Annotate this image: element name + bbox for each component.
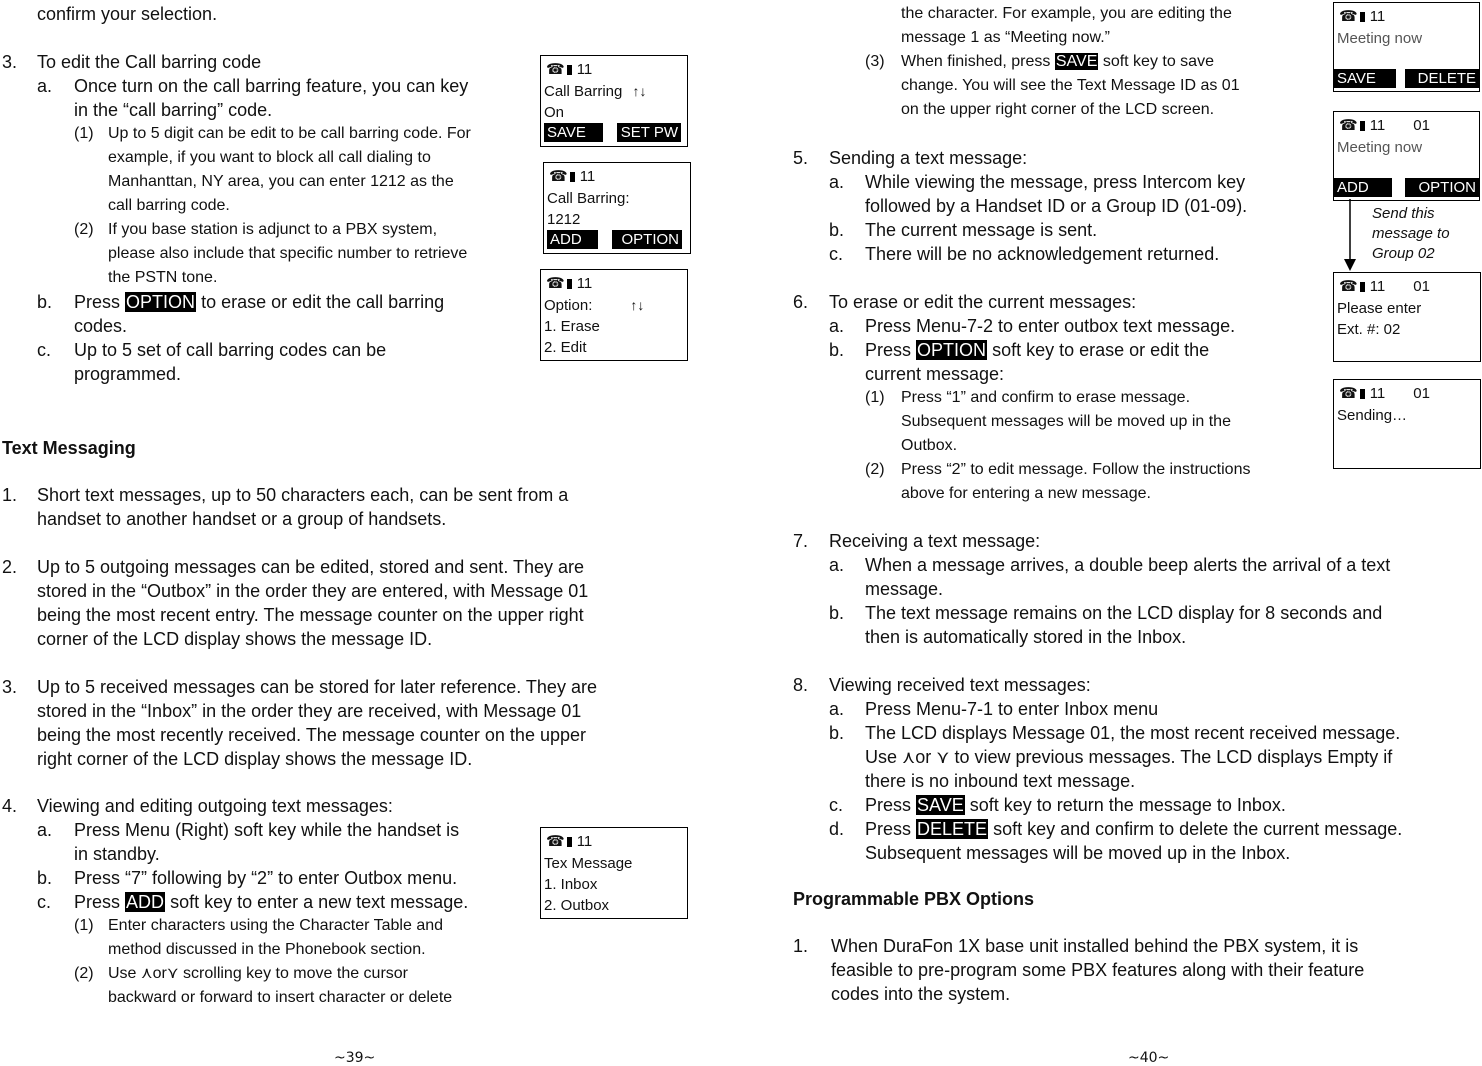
- up-arrow-icon: ⋏: [140, 965, 153, 982]
- lcd-status-row: [1339, 383, 1430, 404]
- text-line: codes into the system.: [831, 984, 1011, 1004]
- list-number: (1): [865, 389, 885, 406]
- text-fragment: Press: [865, 795, 912, 815]
- softkey-label: SAVE: [917, 795, 964, 815]
- handset-id: 11: [1369, 8, 1386, 25]
- lcd-screen-option: [540, 269, 688, 361]
- text-line: current message:: [865, 364, 1005, 384]
- text-line: corner of the LCD display shows the message ID.: [37, 629, 433, 649]
- text-line: the PSTN tone.: [108, 269, 218, 286]
- message-id: 01: [1413, 385, 1430, 402]
- text-line: Press “7” following by “2” to enter Outbox menu.: [74, 868, 458, 888]
- text-line: followed by a Handset ID or a Group ID (01-09).: [865, 196, 1248, 216]
- handset-id: 11: [579, 168, 596, 185]
- lcd-line: Ext. #: 02: [1337, 321, 1401, 338]
- softkey-set-pw: SET PW: [617, 123, 681, 142]
- text-line: stored in the “Outbox” in the order they are entered, with Message 01: [37, 581, 589, 601]
- annotation-line: message to: [1372, 225, 1450, 242]
- lcd-line: 1. Inbox: [544, 876, 598, 893]
- lcd-screen-sending: [1333, 379, 1481, 469]
- text-line: there is no inbound text message.: [865, 771, 1136, 791]
- lcd-screen-saved-message: [1333, 111, 1480, 201]
- text-line: To erase or edit the current messages:: [829, 292, 1137, 312]
- handset-id: 11: [1369, 278, 1386, 295]
- down-arrow-icon: ⋎: [936, 747, 950, 767]
- handset-id: 11: [576, 61, 593, 78]
- down-arrow-connector: [1340, 199, 1360, 272]
- handset-id: 11: [576, 275, 593, 292]
- send-annotation: [1372, 204, 1450, 264]
- phone-icon: ☎: [1339, 8, 1358, 25]
- list-number: 1.: [793, 936, 809, 956]
- text-fragment: soft key to enter a new text message.: [170, 892, 469, 912]
- page-number: ~39~: [334, 1050, 376, 1066]
- text-fragment: soft key and confirm to delete the current message.: [993, 819, 1403, 839]
- battery-icon: [1360, 389, 1365, 399]
- phone-icon: ☎: [1339, 385, 1358, 402]
- text-fragment: or: [152, 965, 167, 982]
- text-line: Manhanttan, NY area, you can enter 1212 as the: [108, 173, 454, 190]
- text-line: call barring code.: [108, 197, 230, 214]
- list-number: 4.: [2, 796, 18, 816]
- text-fragment: or: [915, 747, 932, 767]
- section-heading: Text Messaging: [2, 438, 136, 458]
- lcd-screen-enter-ext: [1333, 272, 1481, 362]
- text-line: Receiving a text message:: [829, 531, 1041, 551]
- list-letter: b.: [829, 603, 845, 623]
- list-letter: c.: [829, 795, 844, 815]
- text-fragment: to erase or edit the call barring: [201, 292, 445, 312]
- text-line: Viewing and editing outgoing text messages:: [37, 796, 393, 816]
- text-line: Press “1” and confirm to erase message.: [901, 389, 1191, 406]
- text-line: Press Menu-7-2 to enter outbox text message.: [865, 316, 1236, 336]
- text-fragment: Use: [865, 747, 898, 767]
- list-number: (3): [865, 53, 885, 70]
- lcd-line: 1. Erase: [544, 318, 600, 335]
- text-line: confirm your selection.: [37, 4, 218, 24]
- text-line: then is automatically stored in the Inbox.: [865, 627, 1187, 647]
- list-number: 3.: [2, 677, 18, 697]
- text-line: being the most recently received. The message counter on the upper: [37, 725, 586, 745]
- text-line: When a message arrives, a double beep alerts the arrival of a text: [865, 555, 1391, 575]
- text-line: While viewing the message, press Intercom key: [865, 172, 1246, 192]
- text-line: The text message remains on the LCD display for 8 seconds and: [865, 603, 1383, 623]
- lcd-screen-call-barring-code: [543, 162, 691, 254]
- handset-id: 11: [1369, 385, 1386, 402]
- battery-icon: [1360, 12, 1365, 22]
- text-line: Up to 5 outgoing messages can be edited, stored and sent. They are: [37, 557, 585, 577]
- text-fragment: soft key to return the message to Inbox.: [969, 795, 1286, 815]
- text-fragment: Press: [74, 292, 121, 312]
- text-line: in standby.: [74, 844, 160, 864]
- annotation-line: Send this: [1372, 205, 1435, 222]
- page-number: ~40~: [1128, 1050, 1170, 1066]
- lcd-status-row: [1339, 276, 1430, 297]
- text-line: Up to 5 digit can be edit to be call barring code. For: [108, 125, 471, 142]
- text-line: Press Menu (Right) soft key while the handset is: [74, 820, 460, 840]
- text-line: please also include that specific number to retrieve: [108, 245, 468, 262]
- softkey-option: OPTION: [1405, 178, 1479, 197]
- text-line: Press “2” to edit message. Follow the instructions: [901, 461, 1251, 478]
- text-line: The current message is sent.: [865, 220, 1098, 240]
- text-line: change. You will see the Text Message ID as 01: [901, 77, 1240, 94]
- phone-icon: ☎: [546, 833, 565, 850]
- text-line: Short text messages, up to 50 characters each, can be sent from a: [37, 485, 569, 505]
- text-line: [74, 890, 468, 914]
- lcd-line: Please enter: [1337, 300, 1422, 317]
- list-number: 2.: [2, 557, 18, 577]
- softkey-label: SAVE: [1055, 53, 1098, 70]
- lcd-line: Tex Message: [544, 855, 633, 872]
- text-line: [74, 290, 444, 314]
- message-id: 01: [1413, 117, 1430, 134]
- text-fragment: soft key to save: [1102, 53, 1214, 70]
- up-arrow-icon: ⋏: [902, 747, 916, 767]
- softkey-label: ADD: [126, 892, 165, 912]
- text-line: Sending a text message:: [829, 148, 1028, 168]
- softkey-label: OPTION: [917, 340, 987, 360]
- battery-icon: [567, 65, 572, 75]
- list-letter: d.: [829, 819, 845, 839]
- text-line: When DuraFon 1X base unit installed behind the PBX system, it is: [831, 936, 1359, 956]
- lcd-status-row: [549, 166, 595, 187]
- lcd-status-row: [546, 273, 592, 294]
- lcd-line: 2. Outbox: [544, 897, 610, 914]
- list-number: 1.: [2, 485, 18, 505]
- text-fragment: soft key to erase or edit the: [992, 340, 1210, 360]
- list-number: 3.: [2, 52, 18, 72]
- annotation-line: Group 02: [1372, 245, 1435, 262]
- phone-icon: ☎: [1339, 278, 1358, 295]
- text-line: Once turn on the call barring feature, you can key: [74, 76, 469, 96]
- text-line: message.: [865, 579, 944, 599]
- handset-id: 11: [1369, 117, 1386, 134]
- list-letter: c.: [37, 340, 52, 360]
- lcd-line: Sending…: [1337, 407, 1408, 424]
- list-number: 5.: [793, 148, 809, 168]
- lcd-screen-edit-message: [1333, 2, 1480, 92]
- text-fragment: scrolling key to move the cursor: [183, 965, 409, 982]
- softkey-save: SAVE: [544, 123, 603, 142]
- text-line: codes.: [74, 316, 128, 336]
- phone-icon: ☎: [546, 61, 565, 78]
- text-line: [865, 338, 1209, 362]
- list-letter: a.: [829, 699, 845, 719]
- lcd-screen-call-barring: [540, 55, 688, 147]
- battery-icon: [570, 172, 575, 182]
- text-line: Subsequent messages will be moved up in the Inbox.: [865, 843, 1291, 863]
- list-letter: c.: [37, 892, 52, 912]
- list-number: (2): [74, 965, 94, 982]
- text-line: The LCD displays Message 01, the most recent received message.: [865, 723, 1401, 743]
- phone-icon: ☎: [546, 275, 565, 292]
- list-number: (2): [865, 461, 885, 478]
- text-line: Press Menu-7-1 to enter Inbox menu: [865, 699, 1159, 719]
- lcd-line: Call Barring:: [547, 190, 630, 207]
- softkey-label: DELETE: [917, 819, 988, 839]
- text-fragment: Press: [865, 340, 912, 360]
- text-line: method discussed in the Phonebook section.: [108, 941, 426, 958]
- text-line: backward or forward to insert character or delete: [108, 989, 453, 1006]
- text-line: on the upper right corner of the LCD screen.: [901, 101, 1215, 118]
- lcd-status-row: [1339, 6, 1385, 27]
- phone-icon: ☎: [1339, 117, 1358, 134]
- list-letter: b.: [829, 220, 845, 240]
- lcd-line: Meeting now: [1337, 30, 1423, 47]
- list-number: (2): [74, 221, 94, 238]
- text-line: being the most recent entry. The message counter on the upper right: [37, 605, 584, 625]
- text-line: [865, 817, 1402, 841]
- handset-id: 11: [576, 833, 593, 850]
- section-heading: Programmable PBX Options: [793, 889, 1035, 909]
- text-line: Enter characters using the Character Table and: [108, 917, 444, 934]
- lcd-status-row: [546, 831, 592, 852]
- softkey-add: ADD: [547, 230, 598, 249]
- list-letter: a.: [37, 820, 53, 840]
- lcd-line: 1212: [547, 211, 581, 228]
- softkey-add: ADD: [1334, 178, 1392, 197]
- text-line: example, if you want to block all call dialing to: [108, 149, 431, 166]
- text-line: handset to another handset or a group of handsets.: [37, 509, 447, 529]
- softkey-option: OPTION: [612, 230, 682, 249]
- phone-icon: ☎: [549, 168, 568, 185]
- softkey-save: SAVE: [1334, 69, 1396, 88]
- lcd-text: Call Barring: [544, 83, 623, 100]
- battery-icon: [567, 837, 572, 847]
- text-fragment: Press: [74, 892, 121, 912]
- lcd-line: [544, 295, 644, 316]
- text-fragment: to view previous messages. The LCD displays Empty if: [954, 747, 1393, 767]
- list-letter: a.: [37, 76, 53, 96]
- up-down-arrows-icon: ↑↓: [630, 297, 645, 313]
- text-fragment: Use: [108, 965, 137, 982]
- list-number: 7.: [793, 531, 809, 551]
- text-line: in the “call barring” code.: [74, 100, 273, 120]
- list-number: 6.: [793, 292, 809, 312]
- lcd-line: On: [544, 104, 565, 121]
- text-line: Viewing received text messages:: [829, 675, 1091, 695]
- list-number: (1): [74, 917, 94, 934]
- list-letter: b.: [829, 723, 845, 743]
- text-line: the character. For example, you are editing the: [901, 5, 1232, 22]
- up-down-arrows-icon: ↑↓: [632, 83, 647, 99]
- text-line: feasible to pre-program some PBX features along with their feature: [831, 960, 1365, 980]
- lcd-status-row: [1339, 115, 1430, 136]
- text-fragment: When finished, press: [901, 53, 1051, 70]
- lcd-status-row: [546, 59, 592, 80]
- text-line: right corner of the LCD display shows the message ID.: [37, 749, 473, 769]
- text-line: Up to 5 set of call barring codes can be: [74, 340, 387, 360]
- message-id: 01: [1413, 278, 1430, 295]
- list-letter: a.: [829, 316, 845, 336]
- list-letter: a.: [829, 172, 845, 192]
- lcd-line: [544, 81, 647, 102]
- lcd-screen-text-message-menu: [540, 827, 688, 919]
- list-letter: c.: [829, 244, 844, 264]
- list-item: To edit the Call barring code: [37, 52, 262, 72]
- lcd-line: 2. Edit: [544, 339, 587, 356]
- list-number: 8.: [793, 675, 809, 695]
- down-arrow-icon: ⋎: [166, 965, 179, 982]
- list-letter: b.: [37, 292, 53, 312]
- battery-icon: [567, 279, 572, 289]
- softkey-delete: DELETE: [1405, 69, 1479, 88]
- softkey-label: OPTION: [126, 292, 196, 312]
- text-line: message 1 as “Meeting now.”: [901, 29, 1110, 46]
- text-line: programmed.: [74, 364, 182, 384]
- text-line: [901, 50, 1214, 74]
- text-line: stored in the “Inbox” in the order they are received, with Message 01: [37, 701, 582, 721]
- lcd-text: Option:: [544, 297, 593, 314]
- list-letter: b.: [37, 868, 53, 888]
- list-letter: a.: [829, 555, 845, 575]
- list-letter: b.: [829, 340, 845, 360]
- text-line: above for entering a new message.: [901, 485, 1151, 502]
- lcd-line: Meeting now: [1337, 139, 1423, 156]
- text-line: Up to 5 received messages can be stored for later reference. They are: [37, 677, 597, 697]
- battery-icon: [1360, 121, 1365, 131]
- text-line: [865, 745, 1392, 769]
- text-line: There will be no acknowledgement returned.: [865, 244, 1220, 264]
- battery-icon: [1360, 282, 1365, 292]
- text-line: Subsequent messages will be moved up in the: [901, 413, 1231, 430]
- text-line: [108, 962, 408, 986]
- text-line: If you base station is adjunct to a PBX system,: [108, 221, 438, 238]
- text-fragment: Press: [865, 819, 912, 839]
- text-line: Outbox.: [901, 437, 958, 454]
- text-line: [865, 793, 1286, 817]
- list-number: (1): [74, 125, 94, 142]
